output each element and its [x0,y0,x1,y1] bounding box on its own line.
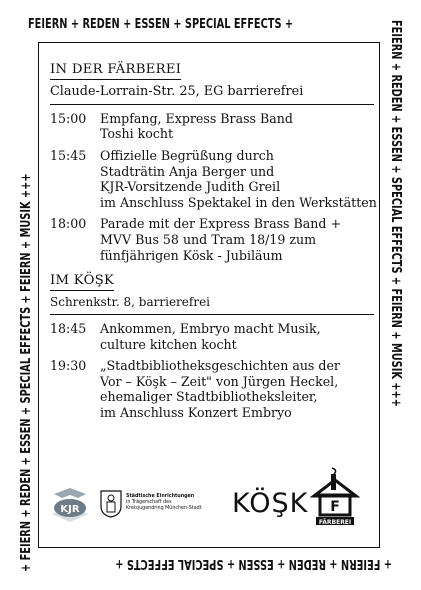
faerberei-logo [310,466,360,528]
event-line: Ankommen, Embryo macht Musik, [100,321,321,337]
program-content [50,62,380,427]
border-text-top: FEIERN + REDEN + ESSEN + SPECIAL EFFECTS + [28,16,294,32]
event-line: culture kitchen kocht [100,336,237,352]
event-time: 18:00 [50,216,87,232]
event-time: 15:45 [50,148,87,164]
event-description [100,148,380,210]
event-line: MVV Bus 58 und Tram 18/19 zum [100,231,317,247]
event-time: 19:30 [50,358,87,374]
venue-heading-koesk [50,273,380,291]
event-line: im Anschluss Konzert Embryo [100,404,292,420]
border-text-right: FEIERN + REDEN + ESSEN + SPECIAL EFFECTS + FEIERN + MUSIK +++ [388,20,404,407]
event-line: ehemaliger Stadtbibliotheksleiter, [100,389,318,405]
koesk-logo: KÖŞK [232,488,309,519]
kjr-logo-text: KJR [60,504,80,515]
city-text-line: in Trägerschaft des [126,499,172,505]
city-institution-text [126,494,216,511]
event-line: Toshi kocht [100,126,174,142]
event-line: Vor – Köşk – Zeit" von Jürgen Heckel, [100,373,339,389]
kjr-logo [48,484,92,524]
venue-address-faerberei: Claude-Lorrain-Str. 25, EG barrierefrei [50,83,304,99]
divider [50,104,374,105]
event-line: KJR-Vorsitzende Judith Greil [100,179,281,195]
event-time: 15:00 [50,110,87,126]
event-time: 18:45 [50,321,87,337]
event-line: Empfang, Express Brass Band [100,110,293,126]
border-text-left: + FEIERN + REDEN + ESSEN + SPECIAL EFFECTS + FEIERN + MUSIK +++ [18,173,34,572]
venue-heading-faerberei [50,62,380,80]
event-item [50,216,380,263]
event-line: Stadträtin Anja Berger und [100,163,275,179]
city-text-line: Städtische Einrichtungen [126,494,195,499]
event-item [50,111,380,142]
event-line: Offizielle Begrüßung durch [100,148,274,164]
event-description [100,321,380,352]
event-item [50,358,380,420]
venue-section-koesk [50,273,380,420]
event-item [50,321,380,352]
venue-address-koesk: Schrenkstr. 8, barrierefrei [50,295,211,310]
event-line: fünfjährigen Kösk - Jubiläum [100,247,283,263]
venue-title-koesk: IM KÖŞK [50,273,114,291]
event-line: Parade mit der Express Brass Band + [100,216,341,232]
venue-title-faerberei: IN DER FÄRBEREI [50,62,181,80]
divider [50,314,374,315]
faerberei-logo-text: FÄRBEREI [318,519,352,526]
event-item [50,148,380,210]
event-line: „Stadtbibliotheksgeschichten aus der [100,358,340,374]
event-description [100,111,380,142]
event-description [100,216,380,263]
border-text-bottom: + FEIERN + REDEN + ESSEN + SPECIAL EFFECTS + [115,556,392,572]
event-description [100,358,380,420]
faerberei-logo-letter: F [330,499,340,515]
event-line: im Anschluss Spektakel in den Werkstätten [100,194,377,210]
city-text-line: Kreisjugendring München-Stadt [126,505,202,511]
munich-crest-icon [100,490,122,518]
logo-bar [44,466,380,538]
